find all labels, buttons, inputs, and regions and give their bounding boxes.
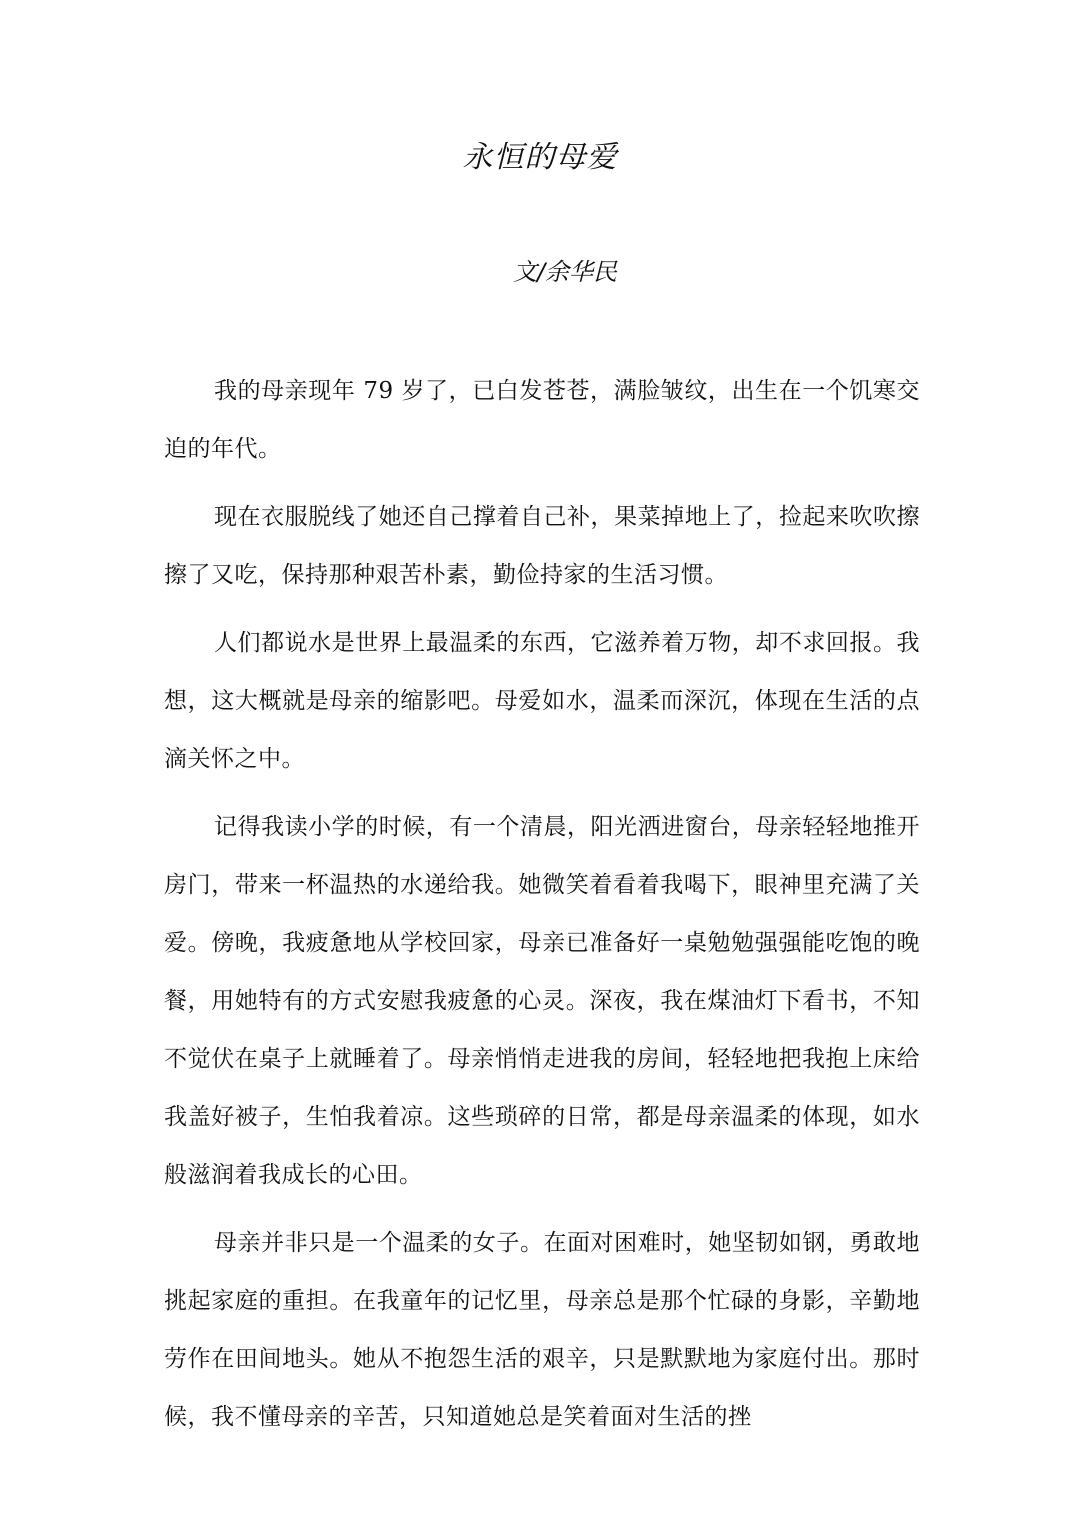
- paragraph-2: 现在衣服脱线了她还自己撑着自己补，果菜掉地上了，捡起来吹吹擦擦了又吃，保持那种艰苦朴素，勤俭持家的生活习惯。: [164, 504, 920, 588]
- article-body: [164, 362, 920, 1456]
- paragraph-3: 人们都说水是世界上最温柔的东西，它滋养着万物，却不求回报。我想，这大概就是母亲的缩影吧。母爱如水，温柔而深沉，体现在生活的点滴关怀之中。: [164, 630, 920, 772]
- author-byline: 文/余华民: [512, 258, 618, 286]
- paragraph-5: 母亲并非只是一个温柔的女子。在面对困难时，她坚韧如钢，勇敢地挑起家庭的重担。在我童年的记忆里，母亲总是那个忙碌的身影，辛勤地劳作在田间地头。她从不抱怨生活的艰辛，只是默默地为家庭付出。那时候，我不懂母亲的辛苦，只知道她总是笑着面对生活的挫: [164, 1230, 920, 1430]
- paragraph-1: 我的母亲现年 79 岁了，已白发苍苍，满脸皱纹，出生在一个饥寒交迫的年代。: [164, 378, 920, 462]
- paragraph-4: 记得我读小学的时候，有一个清晨，阳光洒进窗台，母亲轻轻地推开房门，带来一杯温热的水递给我。她微笑着看着我喝下，眼神里充满了关爱。傍晚，我疲惫地从学校回家，母亲已准备好一桌勉勉强强能吃饱的晚餐，用她特有的方式安慰我疲惫的心灵。深夜，我在煤油灯下看书，不知不觉伏在桌子上就睡着了。母亲悄悄走进我的房间，轻轻地把我抱上床给我盖好被子，生怕我着凉。这些琐碎的日常，都是母亲温柔的体现，如水般滋润着我成长的心田。: [164, 814, 920, 1188]
- page-title: 永恒的母爱: [462, 140, 618, 175]
